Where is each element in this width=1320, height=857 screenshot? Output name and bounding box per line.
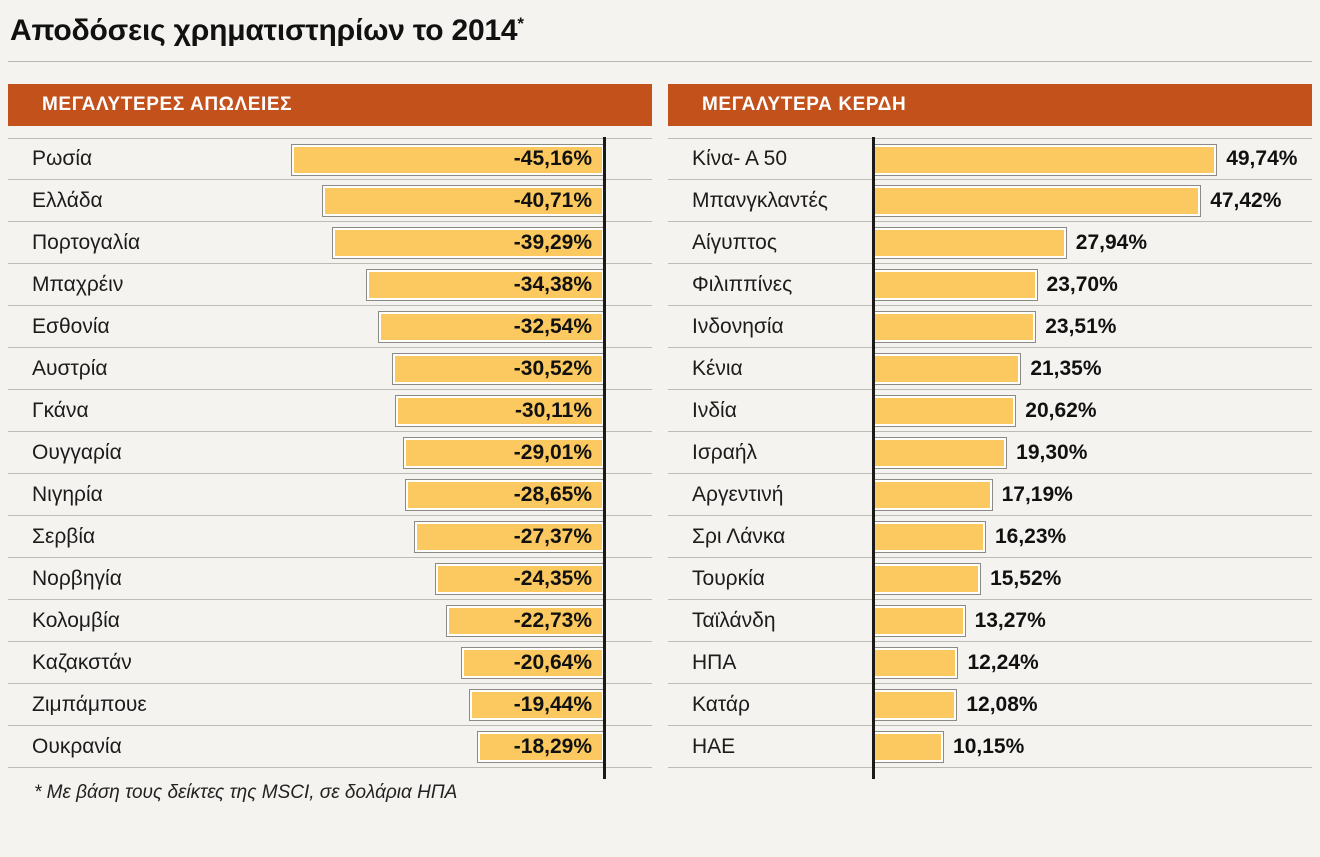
losses-column [8,84,652,804]
title-area [0,0,1320,47]
country-label: Νορβηγία [32,566,122,590]
bar [873,270,1037,300]
chart-row [8,222,652,264]
chart-row [668,642,1312,684]
bar-layer [668,432,1312,473]
chart-row [8,558,652,600]
country-label: Ινδονησία [692,314,784,338]
bar-layer [668,390,1312,431]
bar [873,438,1006,468]
chart-row [8,264,652,306]
value-label: 12,24% [967,650,1039,674]
losses-axis [603,137,606,779]
gains-rows [668,138,1312,768]
gains-axis [872,137,875,779]
bar [873,480,992,510]
value-label: 16,23% [994,524,1067,548]
bar [873,522,985,552]
country-label: ΗΑΕ [692,734,736,758]
bar [873,690,956,720]
title-asterisk: * [517,14,524,33]
chart-row [668,180,1312,222]
losses-rows [8,138,652,768]
country-label: Σερβία [32,524,96,548]
value-label: -28,65% [513,482,592,506]
value-label: -19,44% [513,692,592,716]
country-label: Αυστρία [32,356,108,380]
country-label: Καζακστάν [32,650,132,674]
value-label: 49,74% [1226,147,1298,170]
value-label: -30,11% [514,398,592,422]
country-label: Ρωσία [32,147,93,170]
chart-row [8,516,652,558]
gains-column [668,84,1312,804]
value-label: 19,30% [1016,440,1088,464]
value-label: 10,15% [953,734,1025,758]
value-label: 47,42% [1210,188,1282,212]
value-label: -24,35% [513,566,592,590]
country-label: Πορτογαλία [32,230,141,254]
country-label: Ουγγαρία [32,440,122,464]
chart-row [668,138,1312,180]
country-label: Ζιμπάμπουε [32,692,147,716]
country-label: Μπανγκλαντές [692,188,828,212]
gains-chart [668,138,1312,768]
chart-row [8,432,652,474]
country-label: Φιλιππίνες [692,272,793,296]
chart-row [668,684,1312,726]
country-label: Κίνα- Α 50 [692,147,788,170]
country-label: Κατάρ [692,692,750,716]
chart-row [668,222,1312,264]
footnote: * Με βάση τους δείκτες της MSCI, σε δολάρια ΗΠΑ [34,782,458,803]
page-title-text: Αποδόσεις χρηματιστηρίων το 2014 [10,14,518,47]
country-label: Αργεντινή [692,482,784,506]
country-label: Κολομβία [32,608,120,632]
country-label: Ουκρανία [32,734,122,758]
chart-row [8,348,652,390]
value-label: 20,62% [1025,398,1097,422]
bar [873,228,1066,258]
value-label: -34,38% [513,272,592,296]
value-label: 23,70% [1046,272,1118,296]
chart-row [668,516,1312,558]
country-label: Ελλάδα [32,188,103,212]
chart-row [668,474,1312,516]
country-label: Εσθονία [32,314,110,338]
chart-row [668,558,1312,600]
chart-row [8,600,652,642]
bar [873,648,957,678]
chart-row [8,180,652,222]
chart-row [8,138,652,180]
chart-row [8,642,652,684]
value-label: -18,29% [513,734,592,758]
title-divider [8,61,1312,62]
value-label: -32,54% [513,314,592,338]
chart-row [8,306,652,348]
country-label: Γκάνα [32,398,89,422]
bar [873,564,980,594]
value-label: 21,35% [1030,356,1102,380]
gains-header: ΜΕΓΑΛΥΤΕΡΑ ΚΕΡΔΗ [668,84,1312,126]
value-label: -27,37% [513,524,592,548]
chart-row [668,726,1312,768]
country-label: Ισραήλ [692,440,758,464]
country-label: Κένια [692,356,743,380]
chart-row [8,684,652,726]
chart-row [668,390,1312,432]
country-label: Ταϊλάνδη [692,608,776,632]
chart-row [668,600,1312,642]
country-label: Μπαχρέιν [32,272,124,296]
value-label: -30,52% [513,356,592,380]
chart-row [8,390,652,432]
value-label: -45,16% [513,147,592,170]
chart-row [8,726,652,768]
chart-row [668,306,1312,348]
bar [873,354,1020,384]
value-label: 12,08% [966,692,1038,716]
country-label: Αίγυπτος [692,230,777,254]
value-label: -39,29% [513,230,592,254]
country-label: ΗΠΑ [692,650,737,674]
chart-row [668,348,1312,390]
bar-layer [668,348,1312,389]
chart-row [668,432,1312,474]
value-label: 15,52% [990,566,1062,590]
bar [873,396,1015,426]
value-label: 13,27% [974,608,1046,632]
bar [873,606,965,636]
chart-row [8,474,652,516]
value-label: -29,01% [513,440,592,464]
bar [873,186,1200,216]
value-label: -20,64% [513,650,592,674]
value-label: -40,71% [513,188,592,212]
country-label: Ινδία [692,398,737,422]
chart-row [668,264,1312,306]
country-label: Νιγηρία [32,482,103,506]
country-label: Σρι Λάνκα [692,524,786,548]
value-label: -22,73% [513,608,592,632]
value-label: 23,51% [1045,314,1117,338]
bar [873,145,1216,175]
country-label: Τουρκία [692,566,765,590]
charts-container [0,84,1320,804]
bar [873,312,1035,342]
losses-chart [8,138,652,768]
losses-header: ΜΕΓΑΛΥΤΕΡΕΣ ΑΠΩΛΕΙΕΣ [8,84,652,126]
value-label: 27,94% [1075,230,1148,254]
bar [873,732,943,762]
page-title [10,14,524,47]
value-label: 17,19% [1001,482,1073,506]
